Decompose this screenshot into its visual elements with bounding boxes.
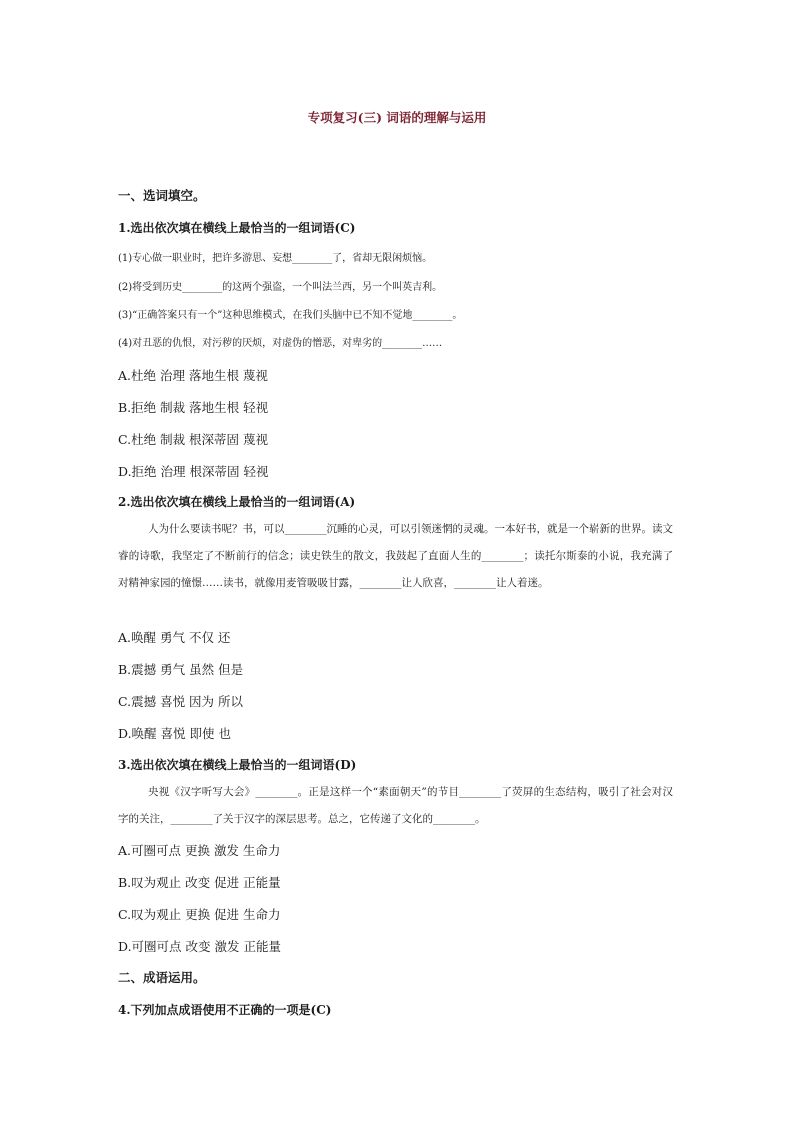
question-2-passage: 人为什么要读书呢？书，可以________沉睡的心灵，可以引领迷惘的灵魂。一本好书，就是一个崭新的世界。读文睿的诗歌，我坚定了不断前行的信念；读史铁生的散文，我鼓起了直面人生的________；读托尔斯泰的小说，我充满了对精神家园的憧憬……读书，就像用麦管吸吸甘露，________让人欣喜，________让人着迷。 xyxy=(118,523,673,589)
question-1-sentence-2: (2)将受到历史________的这两个强盗，一个叫法兰西，另一个叫英吉利。 xyxy=(118,282,443,293)
question-1-option-b: B.拒绝 制裁 落地生根 轻视 xyxy=(118,400,269,415)
section-heading-1: 一、选词填空。 xyxy=(118,188,206,203)
question-3-option-d: D.可圈可点 改变 激发 正能量 xyxy=(118,939,281,954)
question-1-option-d: D.拒绝 治理 根深蒂固 轻视 xyxy=(118,464,269,479)
question-2-option-c: C.震撼 喜悦 因为 所以 xyxy=(118,694,244,709)
question-1-sentence-4: (4)对丑恶的仇恨，对污秽的厌烦，对虚伪的憎恶，对卑劣的________…… xyxy=(118,338,443,349)
question-1-sentence-3: (3)“正确答案只有一个”这种思维模式，在我们头脑中已不知不觉地________。 xyxy=(118,310,463,321)
question-2-option-a: A.唤醒 勇气 不仅 还 xyxy=(118,630,231,645)
question-3-stem: 3.选出依次填在横线上最恰当的一组词语(D) xyxy=(118,758,357,772)
question-1-option-a: A.杜绝 治理 落地生根 蔑视 xyxy=(118,368,268,383)
section-heading-2: 二、成语运用。 xyxy=(118,970,206,985)
question-3-passage: 央视《汉字听写大会》________。正是这样一个“素面朝天”的节目________了荧屏的生态结构，吸引了社会对汉字的关注，________了关于汉字的深层思考。总之，它传递了文化的________。 xyxy=(118,786,673,825)
question-1-option-c: C.杜绝 制裁 根深蒂固 蔑视 xyxy=(118,432,269,447)
question-3-option-c: C.叹为观止 更换 促进 生命力 xyxy=(118,907,281,922)
question-2-option-b: B.震撼 勇气 虽然 但是 xyxy=(118,662,244,677)
question-3-option-a: A.可圈可点 更换 激发 生命力 xyxy=(118,843,281,858)
question-3-option-b: B.叹为观止 改变 促进 正能量 xyxy=(118,875,281,890)
question-1-stem: 1.选出依次填在横线上最恰当的一组词语(C) xyxy=(118,221,356,235)
question-2-option-d: D.唤醒 喜悦 即使 也 xyxy=(118,726,231,741)
question-4-stem: 4.下列加点成语使用不正确的一项是(C) xyxy=(118,1003,332,1017)
page-title: 专项复习(三) 词语的理解与运用 xyxy=(307,110,487,125)
question-2-stem: 2.选出依次填在横线上最恰当的一组词语(A) xyxy=(118,495,356,509)
question-1-sentence-1: (1)专心做一职业时，把许多游思、妄想________了，省却无限闲烦恼。 xyxy=(118,253,433,264)
